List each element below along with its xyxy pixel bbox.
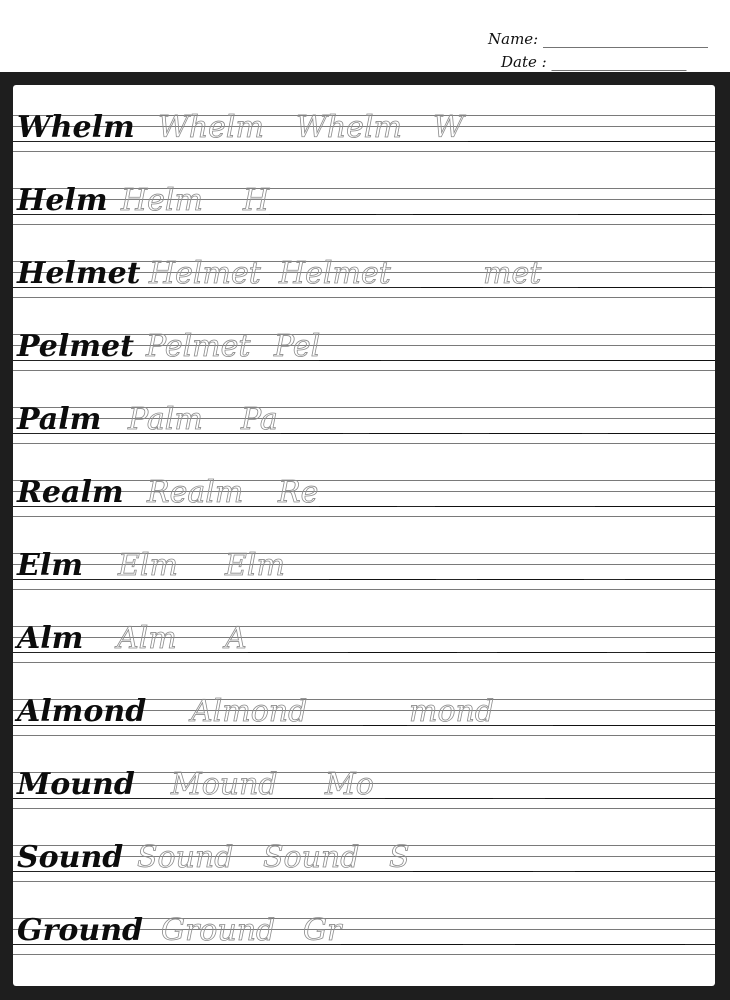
- writing-blank[interactable]: [578, 214, 702, 215]
- model-word: Ground: [17, 913, 144, 948]
- trace-word: Sound: [263, 840, 360, 875]
- writing-blank[interactable]: [269, 214, 376, 215]
- practice-row: [13, 95, 715, 155]
- writing-blank[interactable]: [625, 579, 715, 580]
- writing-blank[interactable]: [369, 433, 462, 434]
- model-word: Almond: [17, 694, 147, 729]
- model-word: Elm: [17, 548, 84, 583]
- trace-word: S: [389, 840, 410, 875]
- model-word: Helmet: [17, 256, 141, 291]
- trace-word: Palm: [128, 402, 203, 437]
- trace-word: Gr: [303, 913, 342, 948]
- practice-row: [13, 533, 715, 593]
- writing-blank[interactable]: [410, 360, 550, 361]
- trace-word: Whelm: [296, 110, 402, 145]
- worksheet-header: [0, 0, 730, 72]
- trace-word: W: [433, 110, 464, 145]
- writing-blank[interactable]: [385, 798, 493, 799]
- practice-row: [13, 898, 715, 958]
- writing-blank[interactable]: [413, 214, 540, 215]
- model-word: Realm: [17, 475, 124, 510]
- trace-word: Helmet: [279, 256, 391, 291]
- writing-blank[interactable]: [646, 652, 715, 653]
- writing-blank[interactable]: [595, 506, 715, 507]
- trace-word: Helm: [121, 183, 203, 218]
- practice-row: [13, 679, 715, 739]
- trace-word: Pel: [274, 329, 321, 364]
- model-word: Helm: [17, 183, 108, 218]
- trace-word: Almond: [191, 694, 308, 729]
- writing-blank[interactable]: [578, 287, 702, 288]
- writing-blank[interactable]: [348, 652, 457, 653]
- writing-blank[interactable]: [248, 652, 310, 653]
- trace-word: Mo: [325, 767, 374, 802]
- writing-blank[interactable]: [341, 944, 463, 945]
- writing-blank[interactable]: [590, 360, 715, 361]
- practice-row: [13, 168, 715, 228]
- trace-word: A: [225, 621, 247, 656]
- trace-word: Mound: [171, 767, 278, 802]
- writing-blank[interactable]: [545, 798, 715, 799]
- trace-word: H: [243, 183, 270, 218]
- trace-word: Whelm: [158, 110, 264, 145]
- practice-row: [13, 460, 715, 520]
- writing-blank[interactable]: [575, 871, 715, 872]
- writing-blank[interactable]: [600, 141, 715, 142]
- writing-blank[interactable]: [421, 287, 483, 288]
- model-word: Whelm: [17, 110, 135, 145]
- model-word: Mound: [17, 767, 135, 802]
- writing-blank[interactable]: [477, 579, 584, 580]
- writing-blank[interactable]: [515, 944, 685, 945]
- model-word: Sound: [17, 840, 124, 875]
- practice-row: [13, 241, 715, 301]
- writing-blank[interactable]: [435, 506, 560, 507]
- writing-blank[interactable]: [468, 141, 560, 142]
- trace-word: Pelmet: [146, 329, 251, 364]
- trace-word: Elm: [225, 548, 285, 583]
- writing-blank[interactable]: [319, 360, 381, 361]
- trace-word: Re: [278, 475, 319, 510]
- trace-word: Alm: [117, 621, 177, 656]
- writing-blank[interactable]: [329, 579, 436, 580]
- practice-row: [13, 314, 715, 374]
- writing-blank[interactable]: [553, 725, 715, 726]
- practice-row: [13, 606, 715, 666]
- practice-row: [13, 752, 715, 812]
- writing-blank[interactable]: [608, 433, 715, 434]
- trace-word: Pa: [241, 402, 278, 437]
- model-word: Pelmet: [17, 329, 134, 364]
- writing-sheet: [13, 85, 715, 986]
- trace-word: Ground: [161, 913, 276, 948]
- trace-word: Realm: [147, 475, 244, 510]
- trace-word: mond: [409, 694, 495, 729]
- trace-word: met: [483, 256, 542, 291]
- writing-blank[interactable]: [489, 433, 582, 434]
- writing-blank[interactable]: [497, 652, 607, 653]
- trace-word: Helmet: [149, 256, 261, 291]
- writing-blank[interactable]: [319, 506, 397, 507]
- model-word: Alm: [17, 621, 84, 656]
- writing-blank[interactable]: [281, 433, 343, 434]
- practice-row: [13, 825, 715, 885]
- writing-blank[interactable]: [363, 725, 407, 726]
- writing-blank[interactable]: [413, 871, 533, 872]
- model-word: Palm: [17, 402, 102, 437]
- name-field[interactable]: Name: ______________________: [488, 30, 708, 48]
- trace-word: Elm: [118, 548, 178, 583]
- trace-word: Sound: [137, 840, 234, 875]
- date-field[interactable]: Date : __________________: [501, 53, 687, 71]
- practice-row: [13, 387, 715, 447]
